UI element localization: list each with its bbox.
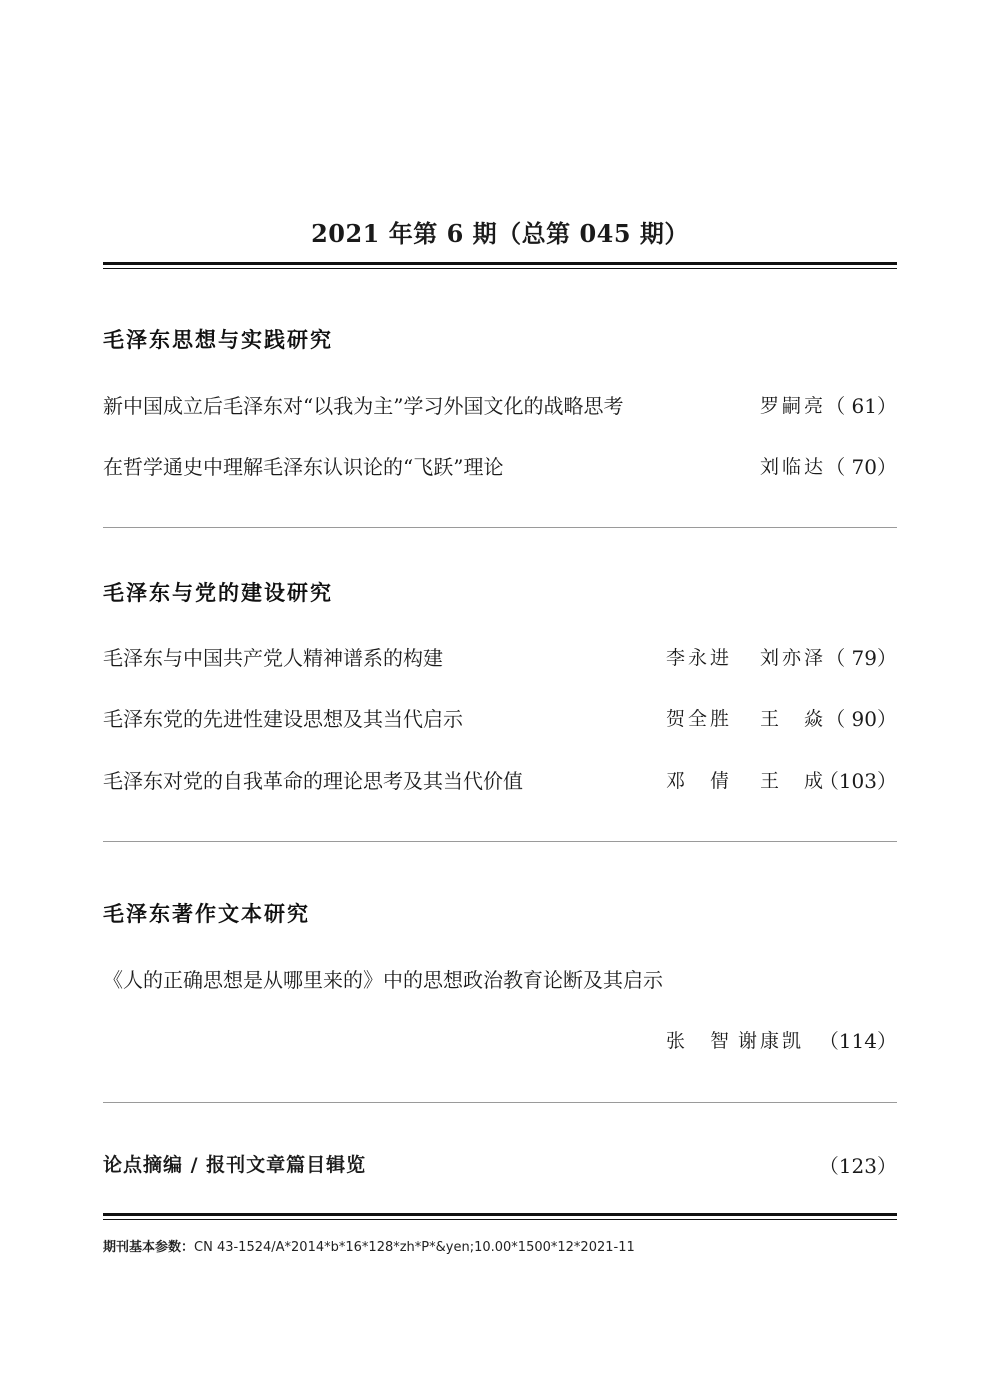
header-double-rule <box>103 262 897 269</box>
article-author: 谢康凯 <box>738 1030 805 1052</box>
article-page: （114） <box>818 1029 897 1053</box>
section-divider <box>103 841 897 842</box>
params-value: CN 43-1524/A*2014*b*16*128*zh*P*&yen;10.00*1500*12*2021-11 <box>194 1240 635 1255</box>
article-page: （ 70） <box>825 455 897 479</box>
article-author: 贺全胜 <box>666 708 733 730</box>
article-title: 《人的正确思想是从哪里来的》中的思想政治教育论断及其启示 <box>103 968 663 992</box>
digest-title: 论点摘编 / 报刊文章篇目辑览 <box>103 1154 367 1176</box>
journal-parameters <box>103 1236 635 1255</box>
article-author: 刘亦泽 <box>760 647 827 669</box>
section-divider <box>103 527 897 528</box>
article-title: 毛泽东党的先进性建设思想及其当代启示 <box>103 707 463 731</box>
section-heading: 毛泽东与党的建设研究 <box>103 581 333 605</box>
article-title: 毛泽东与中国共产党人精神谱系的构建 <box>103 646 443 670</box>
article-author: 刘临达 <box>760 456 827 478</box>
digest-page: （123） <box>818 1154 897 1178</box>
section-heading: 毛泽东著作文本研究 <box>103 902 310 926</box>
issue-title: 2021 年第 6 期（总第 045 期） <box>311 219 689 248</box>
article-page: （103） <box>818 769 897 793</box>
params-label: 期刊基本参数： <box>103 1240 195 1255</box>
article-title: 在哲学通史中理解毛泽东认识论的“飞跃”理论 <box>103 455 504 479</box>
article-author: 邓 倩 <box>666 770 733 792</box>
article-author: 王 焱 <box>760 708 827 730</box>
article-author: 张 智 <box>666 1030 733 1052</box>
article-page: （ 90） <box>825 707 897 731</box>
article-title: 毛泽东对党的自我革命的理论思考及其当代价值 <box>103 769 523 793</box>
article-author: 罗嗣亮 <box>760 395 827 417</box>
article-title: 新中国成立后毛泽东对“以我为主”学习外国文化的战略思考 <box>103 394 624 418</box>
article-page: （ 61） <box>825 394 897 418</box>
article-page: （ 79） <box>825 646 897 670</box>
section-divider <box>103 1102 897 1103</box>
section-heading: 毛泽东思想与实践研究 <box>103 328 333 352</box>
article-author: 王 成 <box>760 770 827 792</box>
footer-double-rule <box>103 1213 897 1220</box>
article-author: 李永进 <box>666 647 733 669</box>
